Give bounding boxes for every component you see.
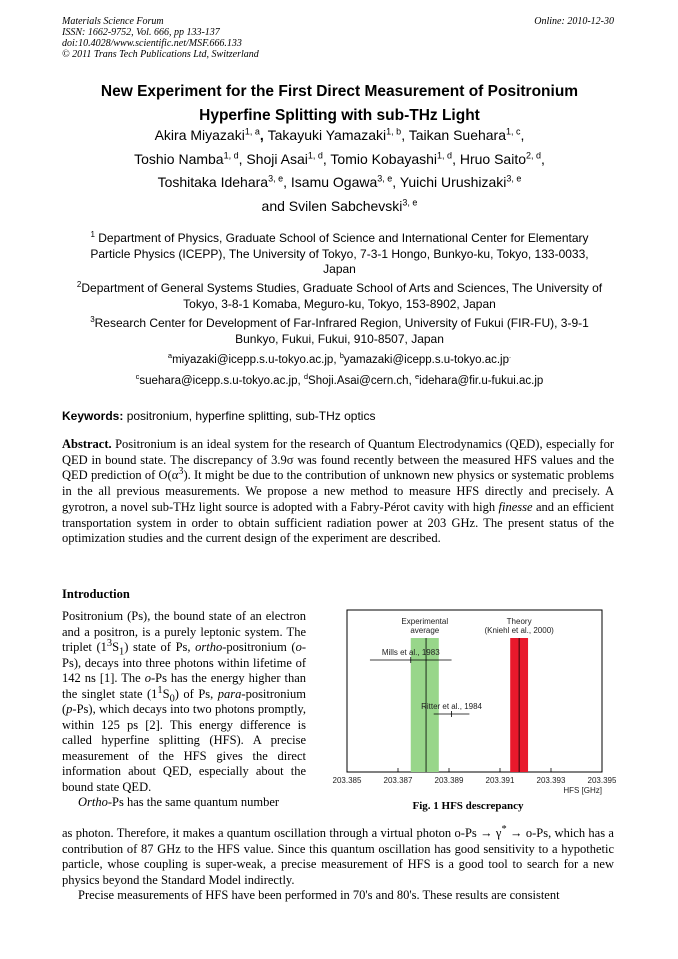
- band-label: (Kniehl et al., 2000): [484, 626, 554, 635]
- email-key: a: [167, 351, 173, 361]
- affiliation-1: [62, 231, 617, 278]
- text-emphasis: p: [66, 702, 73, 716]
- plot-frame: [347, 610, 602, 772]
- author-line: [62, 124, 617, 148]
- band-label: Theory: [506, 617, 532, 626]
- issn: ISSN: 1662-9752, Vol. 666, pp 133-137: [62, 27, 220, 38]
- affil-text: Department of General Systems Studies, Graduate School of Arts and Sciences, The University of: [81, 281, 603, 295]
- x-tick-label: 203.385: [332, 776, 362, 785]
- author-affil: 3, e: [506, 173, 522, 184]
- email-b: yamazaki@icepp.s.u-tokyo.ac.jp: [343, 354, 509, 366]
- affiliation-line: [62, 231, 617, 247]
- text-run: -Ps has the energy higher than the singlet state (1: [62, 671, 306, 701]
- author-affil: 1, d: [223, 149, 239, 160]
- x-tick-label: 203.387: [383, 776, 413, 785]
- abstract: [62, 437, 614, 547]
- email-key: .: [508, 351, 512, 361]
- measurement-label: Ritter et al., 1984: [421, 702, 483, 711]
- x-tick-label: 203.395: [587, 776, 616, 785]
- text-sup: 3: [106, 637, 113, 649]
- author-affil: 1, d: [307, 149, 323, 160]
- author-sep: ,: [392, 174, 400, 190]
- email-key: d: [303, 372, 309, 382]
- author-affil: 2, d: [526, 149, 542, 160]
- text-run: as photon. Therefore, it makes a quantum oscillation through a virtual photon o-Ps: [62, 826, 481, 840]
- abstract-text: and an efficient transportation system in order to obtain sufficient radiation power at 203 GHz. The present status of the optimization studies and the current design of the experiment are described.: [62, 499, 614, 546]
- author-sep: ,: [283, 174, 291, 190]
- author-name: Yuichi Urushizaki: [399, 174, 507, 190]
- affiliation-line: [62, 281, 617, 297]
- email-line-1: $^a$miyazaki@icepp.s.u-tokyo.ac.jp, $^b$yamazaki@icepp.s.u-tokyo.ac.jp.: [167, 351, 512, 366]
- affil-text: Bunkyo, Fukui, Fukui, 910-8507, Japan: [235, 331, 444, 346]
- affil-text: Tokyo, 3-8-1 Komaba, Meguro-ku, Tokyo, 153-8902, Japan: [183, 296, 496, 311]
- abstract-text: ). It might be due to the contribution of unknown new physics or systematic problems in the all previous measurements. We propose a new method to measure HFS directly and precisely. A gyrotron, a novel sub-THz light source is adopted with a Fabry-Pérot cavity with high: [62, 468, 614, 514]
- author-sep: ,: [541, 150, 545, 167]
- author-affil: 1, a: [244, 126, 260, 137]
- author-name: Toshitaka Idehara: [157, 174, 269, 190]
- author-list: [62, 124, 617, 218]
- email-key: b: [339, 351, 344, 361]
- author-name: Hruo Saito: [459, 150, 526, 167]
- text-run: S: [162, 686, 170, 701]
- text-sub: 1: [119, 646, 125, 658]
- text-sup: 1: [157, 684, 163, 696]
- email-key: c: [135, 372, 140, 382]
- author-line: [62, 148, 617, 172]
- journal-header: [62, 16, 259, 60]
- figure-1: [320, 608, 616, 812]
- journal-name: Materials Science Forum: [62, 16, 164, 27]
- text-emphasis: Ortho: [78, 795, 108, 809]
- x-tick-label: 203.389: [434, 776, 464, 785]
- intro-full-width-text: [62, 823, 614, 904]
- author-sep: ,: [238, 150, 247, 167]
- abstract-text: Positronium is an ideal system for the research of Quantum Electrodynamics (QED), especially for QED in bound state. The discrepancy of 3.9σ was found recently between the measured HFS values and the QED prediction of O(α: [62, 437, 614, 483]
- intro-paragraph-3: Precise measurements of HFS have been performed in 70's and 80's. These results are consistent: [78, 888, 560, 902]
- email-e: idehara@fir.u-fukui.ac.jp: [419, 375, 544, 387]
- keywords-label: Keywords:: [62, 409, 124, 423]
- author-sep: ,: [520, 127, 525, 143]
- author-line: [62, 195, 617, 219]
- author-affil: 1, b: [386, 126, 402, 137]
- email-d: Shoji.Asai@cern.ch: [308, 375, 409, 387]
- author-name: Takayuki Yamazaki: [267, 127, 387, 143]
- arrow-icon: →: [510, 826, 523, 840]
- text-run: γ: [492, 826, 502, 840]
- x-tick-label: 203.391: [485, 776, 515, 785]
- text-run: S: [112, 640, 120, 654]
- text-run: -positronium (: [222, 640, 296, 654]
- intro-paragraph-2-start: [62, 795, 306, 811]
- text-run: -Ps), which decays into two photons promptly, within 125 ps [2]. This energy difference is called hyperfine splitting (HFS). A precise measurement of the HFS gives the direct information about QED, especially about the bound state QED.: [62, 702, 306, 794]
- email-c: suehara@icepp.s.u-tokyo.ac.jp: [139, 375, 298, 387]
- intro-paragraph-1: [62, 609, 306, 795]
- author-name: Isamu Ogawa: [290, 174, 378, 190]
- text-run: ) of Ps,: [174, 686, 218, 701]
- affil-text: Research Center for Development of Far-Infrared Region, University of Fukui (FIR-FU), 3-9-1: [94, 316, 589, 330]
- author-name: Toshio Namba: [134, 150, 224, 167]
- keywords-text: positronium, hyperfine splitting, sub-THz optics: [123, 409, 376, 423]
- keywords: [62, 409, 375, 423]
- author-affil: 3, e: [268, 173, 284, 184]
- author-affil: 3, e: [377, 173, 393, 184]
- text-run: o-Ps, which has a contribution of 87 GHz to the HFS value. Since this quantum oscillation has good sensitivity to a hypothetic particle, whose coupling is super-weak, a precise measurement of HFS is a good tool to search for a new physics beyond the Standard Model indirectly.: [62, 826, 614, 887]
- text-emphasis: ortho: [195, 640, 223, 654]
- text-run: ) state of Ps,: [124, 640, 196, 654]
- text-emphasis: o: [144, 671, 151, 685]
- measurement-label: Mills et al., 1983: [381, 648, 440, 657]
- affil-text: Japan: [323, 262, 356, 276]
- intro-paragraph-2-cont: [62, 823, 614, 888]
- author-sep: ,: [259, 127, 268, 143]
- paper-title: [62, 80, 617, 128]
- affiliation-2: [62, 281, 617, 312]
- text-run: Positronium (Ps), the bound state of an electron and a positron, is a purely leptonic system. The triplet (1: [62, 609, 306, 654]
- author-name: Shoji Asai: [246, 150, 308, 167]
- author-affil: 1, d: [437, 149, 453, 160]
- hfs-chart: [320, 608, 616, 798]
- affil-text: Department of Physics, Graduate School of Science and International Center for Elementary: [94, 231, 589, 245]
- author-name: Taikan Suehara: [408, 127, 507, 143]
- text-emphasis: para: [217, 686, 242, 701]
- text-run: -positronium (: [62, 686, 306, 716]
- band-label: Experimental: [401, 617, 449, 626]
- affiliation-line: [62, 316, 617, 332]
- text-emphasis: o: [295, 640, 302, 654]
- text-run: -Ps has the same quantum number: [107, 795, 280, 809]
- author-affil: 1, c: [506, 126, 521, 137]
- affiliation-3: [62, 316, 617, 347]
- author-sep: ,: [322, 150, 331, 167]
- affil-number: 1: [90, 230, 95, 239]
- affil-number: 2: [76, 280, 82, 289]
- abstract-label: Abstract.: [62, 437, 112, 451]
- abstract-sup: 3: [178, 466, 184, 478]
- intro-column-text: [62, 609, 306, 811]
- figure-caption: Fig. 1 HFS descrepancy: [412, 800, 524, 812]
- doi: doi:10.4028/www.scientific.net/MSF.666.133: [62, 38, 242, 49]
- section-heading-introduction: Introduction: [62, 587, 130, 601]
- author-sep: ,: [401, 127, 409, 143]
- copyright: © 2011 Trans Tech Publications Ltd, Switzerland: [62, 49, 259, 60]
- x-tick-label: 203.393: [536, 776, 566, 785]
- email-line-2: $^c$suehara@icepp.s.u-tokyo.ac.jp, $^d$Shoji.Asai@cern.ch, $^e$idehara@fir.u-fukui.ac.jp: [135, 372, 544, 387]
- text-sup: *: [501, 823, 507, 835]
- x-axis-label: HFS [GHz]: [563, 786, 602, 795]
- affil-number: 3: [90, 315, 95, 324]
- author-name: Tomio Kobayashi: [330, 150, 438, 167]
- text-run: -Ps), decays into three photons within lifetime of 142 ns [1]. The: [62, 640, 306, 685]
- band-label: average: [410, 626, 440, 635]
- title-line-2: Hyperfine Splitting with sub-THz Light: [199, 107, 480, 124]
- title-line-1: New Experiment for the First Direct Measurement of Positronium: [100, 83, 579, 100]
- arrow-icon: →: [480, 826, 493, 840]
- author-line: [62, 171, 617, 195]
- email-key: e: [414, 372, 420, 382]
- author-name: Akira Miyazaki: [154, 127, 245, 143]
- author-sep: ,: [452, 150, 460, 167]
- affil-text: Particle Physics (ICEPP), The University of Tokyo, 7-3-1 Hongo, Bunkyo-ku, Tokyo, 133-0033,: [90, 246, 589, 261]
- online-date: Online: 2010-12-30: [534, 16, 614, 27]
- text-sub: 0: [169, 693, 175, 704]
- email-a: miyazaki@icepp.s.u-tokyo.ac.jp: [172, 354, 334, 366]
- author-affil: 3, e: [402, 196, 418, 207]
- author-name: and Svilen Sabchevski: [261, 197, 403, 214]
- abstract-emphasis: finesse: [498, 499, 533, 514]
